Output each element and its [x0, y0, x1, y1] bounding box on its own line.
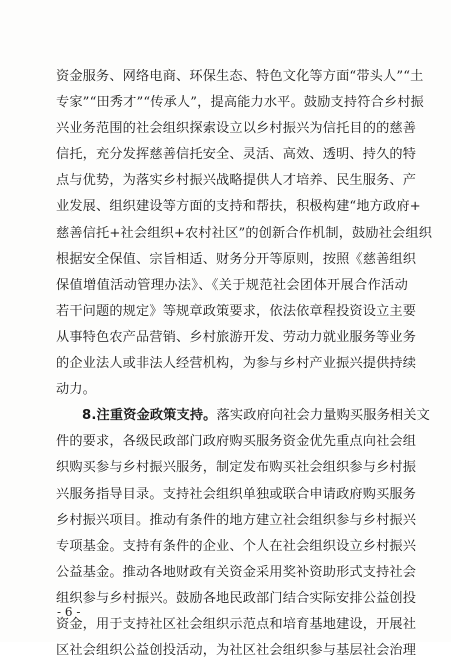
text-line: 动力。 — [56, 382, 97, 398]
text-line: 乡村振兴项目。推动有条件的地方建立社会组织参与乡村振兴 — [56, 512, 417, 528]
text-line: 根据安全保值、宗旨相适、财务分开等原则，按照《慈善组织 — [56, 251, 417, 267]
text-line: 兴服务指导目录。支持社会组织单独或联合申请政府购买服务 — [56, 486, 417, 502]
text-line: 件的要求，各级民政部门政府购买服务资金优先重点向社会组 — [56, 434, 417, 450]
text-line: 资金服务、网络电商、环保生态、特色文化等方面“带头人”“土 — [56, 69, 424, 84]
text-line: 织购买参与乡村振兴服务，制定发布购买社会组织参与乡村振 — [56, 460, 417, 476]
document-body — [56, 64, 433, 664]
text-line: 组织参与乡村振兴。鼓励各地民政部门结合实际安排公益创投 — [56, 590, 417, 606]
text-line: 公益基金。推动各地财政有关资金采用奖补资助形式支持社会 — [56, 564, 417, 580]
text-line: 从事特色农产品营销、乡村旅游开发、劳动力就业服务等业务 — [56, 329, 417, 345]
text-line: 点与优势，为落实乡村振兴战略提供人才培养、民生服务、产 — [56, 173, 417, 189]
text-line: 业发展、组织建设等方面的支持和帮扶，积极构建“地方政府+ — [56, 199, 421, 215]
text-line: 资金，用于支持社区社会组织示范点和培育基地建设，开展社 — [56, 616, 417, 632]
text-line: 区社会组织公益创投活动，为社区社会组织参与基层社会治理 — [56, 643, 417, 659]
page-number: - 6 - — [57, 605, 81, 619]
section-heading-continuation: 落实政府向社会力量购买服务相关文 — [216, 408, 430, 424]
text-line: 慈善信托+社会组织+农村社区”的创新合作机制，鼓励社会组织 — [56, 225, 433, 241]
text-line: 的企业法人或非法人经营机构，为参与乡村产业振兴提供持续 — [56, 356, 417, 372]
text-line: 兴业务范围的社会组织探索设立以乡村振兴为信托目的的慈善 — [56, 121, 417, 137]
section-heading-line — [56, 403, 430, 429]
text-line: 保值增值活动管理办法》、《关于规范社会团体开展合作活动 — [56, 277, 408, 293]
text-line: 信托，充分发挥慈善信托安全、灵活、高效、透明、持久的特 — [56, 147, 417, 163]
text-line: 若干问题的规定》等规章政策要求，依法依章程投资设立主要 — [56, 303, 417, 319]
section-heading: 8.注重资金政策支持。 — [82, 408, 217, 424]
text-line: 专项基金。支持有条件的企业、个人在社会组织设立乡村振兴 — [56, 538, 417, 554]
text-line: 专家”“田秀才”“传承人”，提高能力水平。鼓励支持符合乡村振 — [56, 95, 424, 111]
